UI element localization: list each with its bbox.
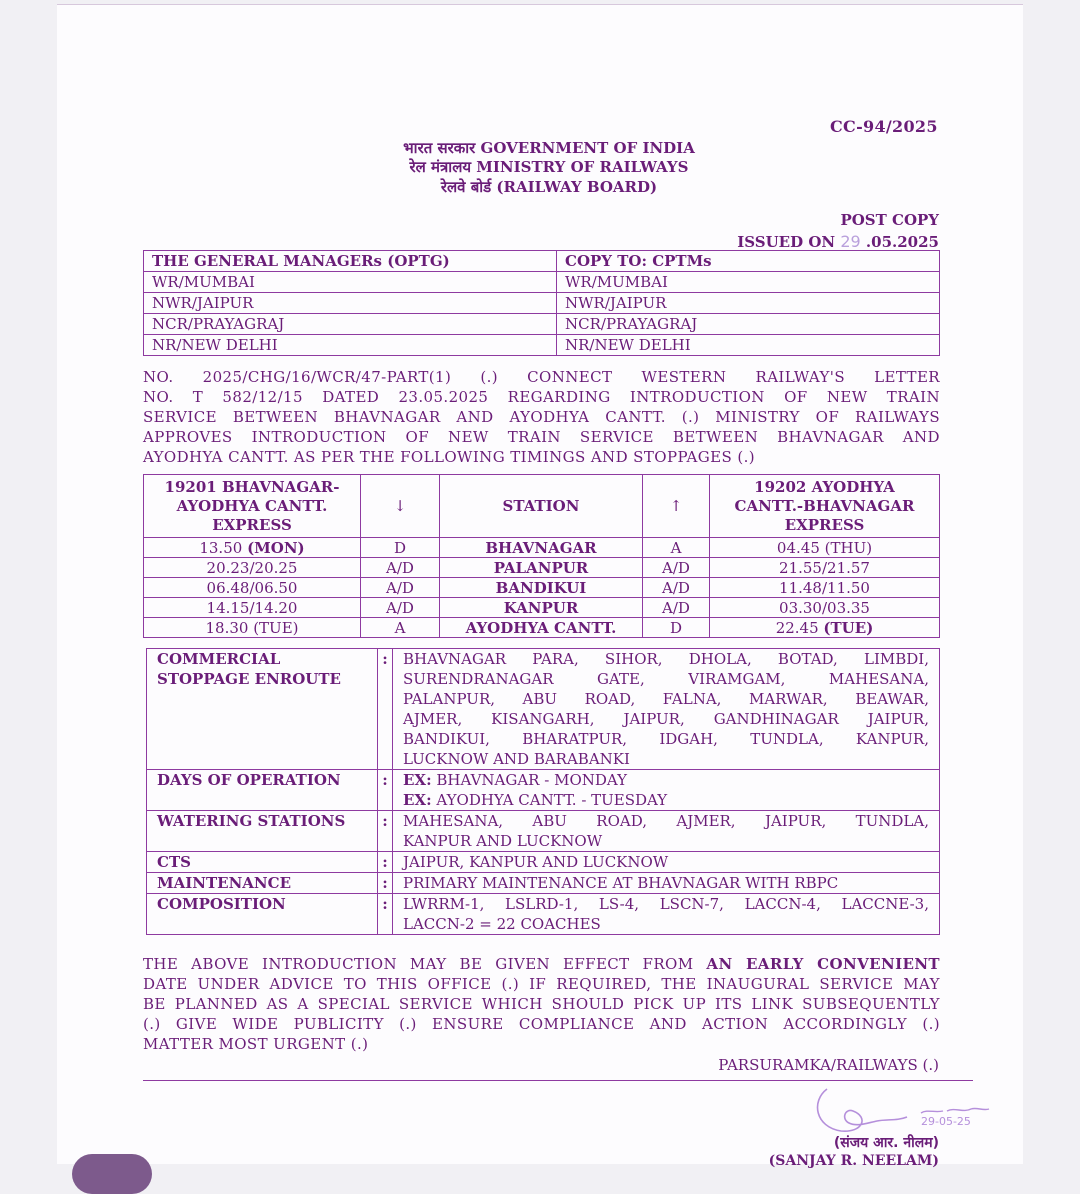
- station-column-header: STATION: [440, 475, 643, 538]
- intro-paragraph: [143, 367, 940, 467]
- signature-date: 29-05-25: [921, 1115, 971, 1128]
- document-page: [57, 4, 1023, 1169]
- copy-to-cell: NWR/JAIPUR: [557, 293, 940, 314]
- addressee-header: THE GENERAL MANAGERs (OPTG): [144, 251, 557, 272]
- copy-to-cell: WR/MUMBAI: [557, 272, 940, 293]
- addressee-table: [143, 250, 940, 356]
- addressee-cell: NCR/PRAYAGRAJ: [144, 314, 557, 335]
- intro-line: AYODHYA CANTT. AS PER THE FOLLOWING TIMINGS AND STOPPAGES (.): [143, 448, 756, 466]
- intro-line: NO. 2025/CHG/16/WCR/47-PART(1) (.) CONNECT WESTERN RAILWAY'S LETTER: [143, 368, 940, 386]
- header-line-1: भारत सरकार GOVERNMENT OF INDIA: [403, 139, 695, 157]
- divider-line: [143, 1080, 973, 1081]
- addressee-cell: NWR/JAIPUR: [144, 293, 557, 314]
- stoppages-row: COMMERCIAL STOPPAGE ENROUTE : BHAVNAGAR PARA, SIHOR, DHOLA, BOTAD, LIMBDI, SURENDRANAGAR GATE, VIRAMGAM, MAHESANA, PALANPUR, ABU ROAD, FALNA, MARWAR, BEAWAR, AJMER, KISANGARH, JAIPUR, GANDHINAGAR JAIPUR, BANDIKUI, BHARATPUR, IDGAH, TUNDLA, KANPUR, LUCKNOW AND BARABANKI: [147, 649, 940, 770]
- timetable: [143, 474, 940, 638]
- composition-row: COMPOSITION : LWRRM-1, LSLRD-1, LS-4, LSCN-7, LACCN-4, LACCNE-3, LACCN-2 = 22 COACHES: [147, 894, 940, 935]
- cts-row: CTS : JAIPUR, KANPUR AND LUCKNOW: [147, 852, 940, 873]
- closing-paragraph: THE ABOVE INTRODUCTION MAY BE GIVEN EFFECT FROM AN EARLY CONVENIENT DATE UNDER ADVICE TO THIS OFFICE (.) IF REQUIRED, THE INAUGURAL SERVICE MAY BE PLANNED AS A SPECIAL SERVICE WHICH SHOULD PICK UP ITS LINK SUBSEQUENTLY (.) GIVE WIDE PUBLICITY (.) ENSURE COMPLIANCE AND ACTION ACCORDINGLY (.) MATTER MOST URGENT (.): [143, 955, 940, 1053]
- train-19201-header: 19201 BHAVNAGAR- AYODHYA CANTT. EXPRESS: [144, 475, 361, 538]
- addressee-cell: NR/NEW DELHI: [144, 335, 557, 356]
- timetable-row: 06.48/06.50 A/D BANDIKUI A/D 11.48/11.50: [144, 578, 940, 598]
- sender-sign-off: PARSURAMKA/RAILWAYS (.): [718, 1056, 939, 1074]
- avatar[interactable]: [72, 1154, 152, 1194]
- maintenance-row: MAINTENANCE : PRIMARY MAINTENANCE AT BHAVNAGAR WITH RBPC: [147, 873, 940, 894]
- intro-line: SERVICE BETWEEN BHAVNAGAR AND AYODHYA CANTT. (.) MINISTRY OF RAILWAYS: [143, 408, 940, 426]
- header-line-3: रेलवे बोर्ड (RAILWAY BOARD): [440, 178, 658, 196]
- intro-line: APPROVES INTRODUCTION OF NEW TRAIN SERVICE BETWEEN BHAVNAGAR AND: [143, 428, 940, 446]
- timetable-row: 18.30 (TUE) A AYODHYA CANTT. D 22.45 (TUE): [144, 618, 940, 638]
- header-line-2: रेल मंत्रालय MINISTRY OF RAILWAYS: [409, 158, 689, 176]
- intro-line: NO. T 582/12/15 DATED 23.05.2025 REGARDING INTRODUCTION OF NEW TRAIN: [143, 388, 940, 406]
- up-arrow-icon: ↑: [643, 475, 710, 538]
- copy-to-header: COPY TO: CPTMs: [557, 251, 940, 272]
- train-19202-header: 19202 AYODHYA CANTT.-BHAVNAGAR EXPRESS: [710, 475, 940, 538]
- issued-prefix: ISSUED ON: [737, 233, 836, 251]
- post-copy-label: POST COPY: [840, 211, 939, 229]
- down-arrow-icon: ↓: [361, 475, 440, 538]
- copy-to-cell: NR/NEW DELHI: [557, 335, 940, 356]
- days-of-operation-row: DAYS OF OPERATION : EX: BHAVNAGAR - MONDAY EX: AYODHYA CANTT. - TUESDAY: [147, 770, 940, 811]
- circular-reference: CC-94/2025: [830, 117, 938, 136]
- timetable-row: 20.23/20.25 A/D PALANPUR A/D 21.55/21.57: [144, 558, 940, 578]
- issued-day-handwritten: 29: [840, 232, 861, 251]
- watering-stations-row: WATERING STATIONS : MAHESANA, ABU ROAD, AJMER, JAIPUR, TUNDLA, KANPUR AND LUCKNOW: [147, 811, 940, 852]
- copy-to-cell: NCR/PRAYAGRAJ: [557, 314, 940, 335]
- signatory-name-hindi: (संजय आर. नीलम): [833, 1135, 939, 1151]
- timetable-row: 13.50 (MON) D BHAVNAGAR A 04.45 (THU): [144, 538, 940, 558]
- issued-on: [737, 232, 939, 251]
- timetable-row: 14.15/14.20 A/D KANPUR A/D 03.30/03.35: [144, 598, 940, 618]
- signatory-name: (SANJAY R. NEELAM): [768, 1153, 939, 1169]
- addressee-cell: WR/MUMBAI: [144, 272, 557, 293]
- issued-suffix: .05.2025: [865, 233, 939, 251]
- service-details-table: [146, 648, 940, 935]
